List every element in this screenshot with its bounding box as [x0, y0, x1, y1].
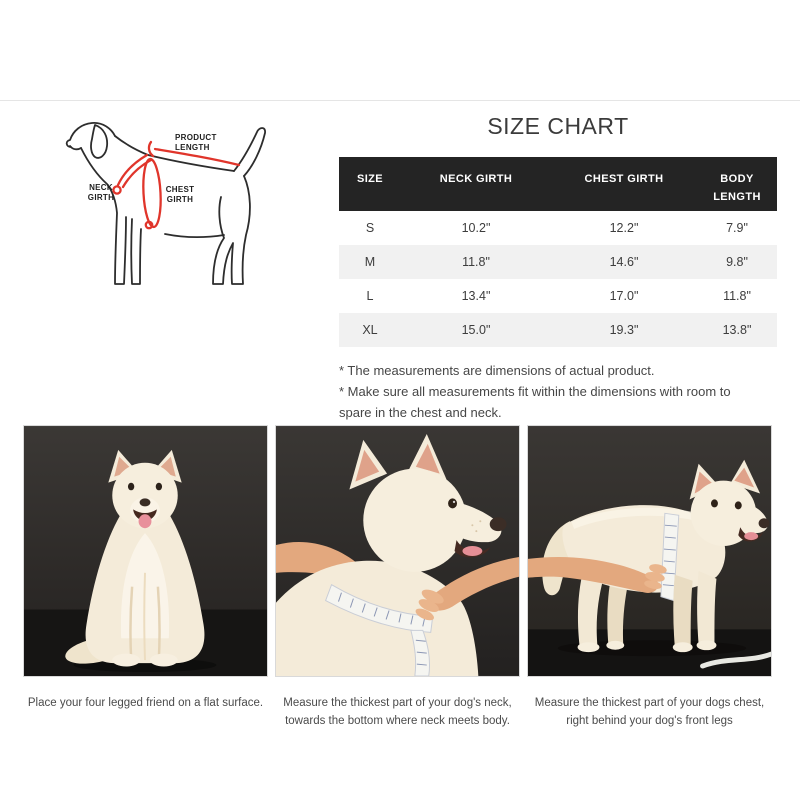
- column-header-chest-girth: CHEST GIRTH: [551, 157, 697, 211]
- table-row-size-xl: [339, 313, 777, 347]
- chest-girth-label-line2: GIRTH: [166, 195, 194, 204]
- cell-neck-girth: 10.2": [461, 221, 491, 235]
- photo-measuring-dog-chest-with-tape: [527, 425, 772, 677]
- chest-girth-label: CHEST: [165, 185, 195, 194]
- cell-chest-girth: 17.0": [609, 289, 639, 303]
- cell-body-length: 13.8": [722, 323, 752, 337]
- size-chart-section: [339, 112, 777, 423]
- product-length-label-line2: LENGTH: [175, 143, 210, 152]
- step-caption: Place your four legged friend on a flat surface.: [27, 697, 264, 709]
- dog-measurement-diagram: [35, 97, 325, 297]
- step-caption: Measure the thickest part of your dogs chest, right behind your dog's front legs: [534, 697, 765, 727]
- cell-size: L: [366, 289, 374, 303]
- cell-body-length: 7.9": [726, 221, 748, 235]
- table-row-size-m: [339, 245, 777, 279]
- table-row-size-s: [339, 211, 777, 245]
- step-caption: Measure the thickest part of your dog's neck, towards the bottom where neck meets body.: [283, 697, 512, 727]
- column-header-neck-girth: NECK GIRTH: [401, 157, 551, 211]
- cell-body-length: 11.8": [723, 289, 751, 303]
- cell-neck-girth: 11.8": [462, 255, 490, 269]
- cell-size: XL: [362, 323, 378, 337]
- measurement-notes: [339, 360, 753, 423]
- column-header-size: SIZE: [339, 157, 401, 211]
- neck-girth-label-line2: GIRTH: [87, 193, 115, 202]
- table-row-size-l: [339, 279, 777, 313]
- cell-chest-girth: 12.2": [609, 221, 639, 235]
- photo-dog-sitting-on-flat-surface: [23, 425, 268, 677]
- instruction-step-3: [527, 425, 772, 730]
- cell-size: M: [364, 255, 376, 269]
- table-header-row: [339, 157, 777, 211]
- note-line: * Make sure all measurements fit within the dimensions with room to spare in the chest and neck.: [339, 384, 731, 420]
- size-chart-title: SIZE CHART: [487, 113, 629, 139]
- cell-neck-girth: 13.4": [461, 289, 491, 303]
- instruction-photos-row: [23, 425, 777, 730]
- note-line: * The measurements are dimensions of actual product.: [339, 363, 655, 378]
- size-chart-table: [339, 157, 777, 347]
- product-length-label: PRODUCT: [175, 133, 217, 142]
- cell-body-length: 9.8": [726, 255, 748, 269]
- cell-chest-girth: 19.3": [609, 323, 639, 337]
- cell-chest-girth: 14.6": [609, 255, 639, 269]
- photo-measuring-dog-neck-with-tape: [275, 425, 520, 677]
- cell-neck-girth: 15.0": [461, 323, 491, 337]
- cell-size: S: [365, 221, 375, 235]
- neck-girth-label: NECK: [89, 183, 113, 192]
- instruction-step-2: [275, 425, 520, 730]
- column-header-body-length: BODY LENGTH: [697, 157, 777, 211]
- instruction-step-1: [23, 425, 268, 730]
